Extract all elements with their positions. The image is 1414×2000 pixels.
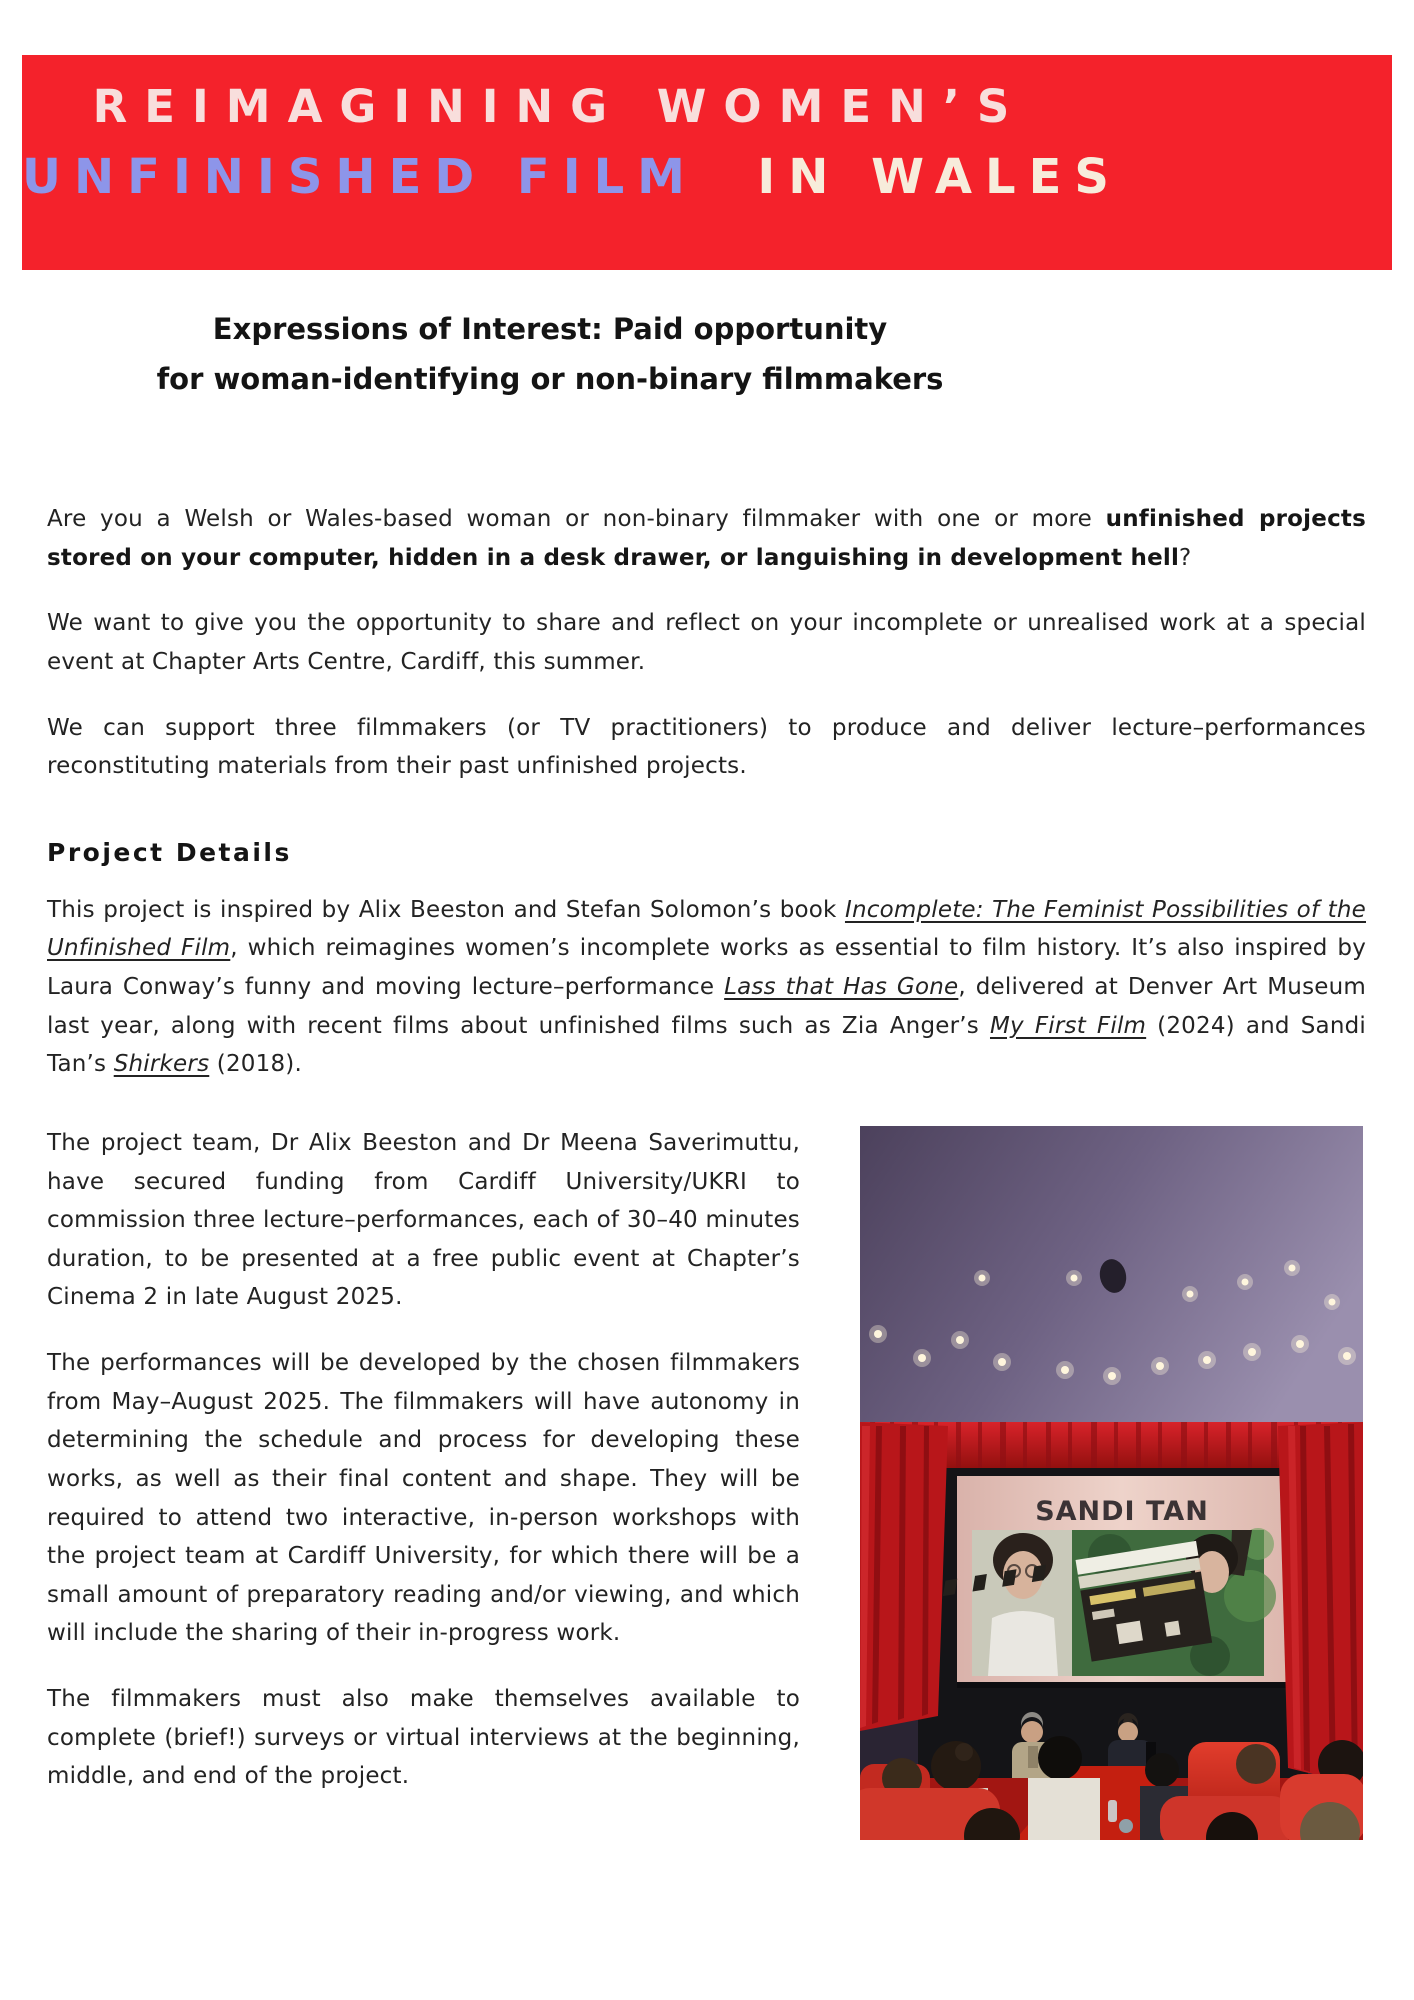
cinema-screen [941, 1476, 1287, 1688]
two-column-section [47, 1124, 1366, 1840]
page-title-line2: for woman-identifying or non-binary filmmakers [156, 361, 944, 396]
book-title-link[interactable]: Incomplete: The Feminist Possibilities of the Unfinished Film [47, 896, 1366, 962]
banner-title-line1: REIMAGINING WOMEN’S [92, 80, 1027, 133]
project-details-paragraph [47, 891, 1366, 1084]
cinema-ceiling [860, 1126, 1363, 1471]
intro-p1-tail: ? [1179, 544, 1192, 571]
banner-title-accent: UNFINISHED FILM [22, 149, 698, 205]
intro-paragraph-3: We can support three filmmakers (or TV practitioners) to produce and deliver lecture–performances reconstituting materials from their past unfinished projects. [47, 714, 1366, 780]
photo-screen-title: SANDI TAN [1035, 1495, 1209, 1527]
details-seg2: , which reimagines women’s incomplete works as essential to film history. It’s also inspired by Laura Conway’s funny and moving lecture–performance [47, 935, 1367, 1000]
event-photo [860, 1126, 1363, 1840]
project-details-heading: Project Details [47, 837, 292, 867]
intro-p1-bold: unfinished projects stored on your computer, hidden in a desk drawer, or languishing in development hell [47, 506, 1366, 571]
banner-title-rest: IN WALES [757, 149, 1122, 205]
performances-paragraph: The performances will be developed by the chosen filmmakers from May–August 2025. The filmmakers will have autonomy in determining the schedule and process for developing these works, as well as their final content and shape. They will be required to attend two interactive, in-person workshops with the project team at Cardiff University, for which there will be a small amount of preparatory reading and/or viewing, and which will include the sharing of their in-progress work. [47, 1350, 800, 1647]
floor-vent [1119, 1819, 1133, 1833]
intro-p1-lead: Are you a Welsh or Wales-based woman or non-binary filmmaker with one or more [47, 506, 1106, 532]
film-still [941, 1528, 1276, 1683]
header-banner-text [22, 80, 1122, 205]
intro-paragraph-2: We want to give you the opportunity to share and reflect on your incomplete or unrealised work at a special event at Chapter Arts Centre, Cardiff, this summer. [47, 610, 1366, 675]
banner-title-line2 [22, 149, 1122, 205]
header-banner [22, 55, 1392, 270]
team-paragraph: The project team, Dr Alix Beeston and Dr Meena Saverimuttu, have secured funding from Cardiff University/UKRI to commission three lecture–performances, each of 30–40 minutes duration, to be presented at a free public event at Chapter’s Cinema 2 in late August 2025. [47, 1129, 800, 1311]
event-photo-graphic [860, 1126, 1363, 1840]
details-seg1: This project is inspired by Alix Beeston and Stefan Solomon’s book [47, 896, 845, 923]
film-title-link-1[interactable]: My First Film [989, 1012, 1147, 1039]
left-text-column [47, 1124, 800, 1840]
details-seg5: (2018). [209, 1051, 302, 1078]
water-bottle [1108, 1800, 1117, 1822]
page-title-line1: Expressions of Interest: Paid opportunity [212, 312, 888, 346]
performance-title-link[interactable]: Lass that Has Gone [724, 974, 959, 1000]
details-seg3: , delivered at Denver Art Museum last year, along with recent films about unfinished films such as Zia Anger’s [47, 974, 1367, 1039]
details-seg4: (2024) and Sandi Tan’s [47, 1012, 1366, 1078]
film-title-link-2[interactable]: Shirkers [113, 1051, 210, 1078]
page-title [47, 305, 1053, 405]
intro-paragraph-1 [47, 500, 1366, 577]
body-content [47, 500, 1366, 1840]
surveys-paragraph: The filmmakers must also make themselves available to complete (brief!) surveys or virtual interviews at the beginning, middle, and end of the project. [47, 1686, 800, 1790]
